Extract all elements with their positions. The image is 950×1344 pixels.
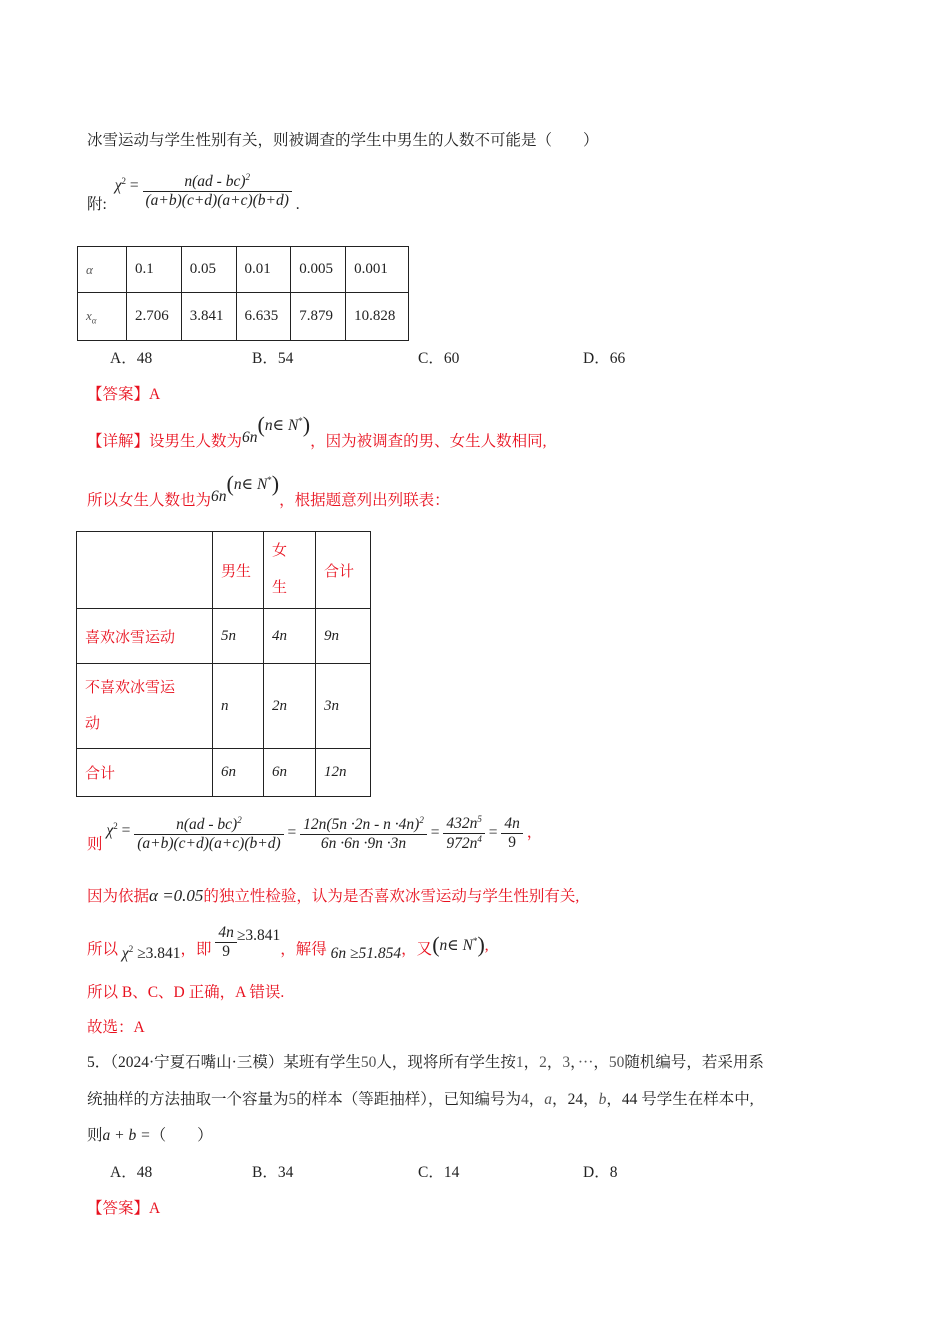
chi-square-numerator: n(ad - bc)$^2$ [143, 172, 292, 192]
reason-line: 因为依据α =0.05的独立性检验，认为是否喜欢冰雪运动与学生性别有关, [87, 886, 580, 905]
inequality-line: 所以 $\chi^2 \ge 3.841$，即 $\frac{4n}{9}$ ≥3.841，解得 6n ≥51.854，又(n∈ N*), [87, 924, 489, 963]
answer-4: 【答案】A [87, 386, 161, 403]
option-b: B．54 [252, 350, 294, 367]
answer-5: 【答案】A [87, 1200, 161, 1217]
x-alpha-header: $x_\alpha$ [78, 293, 127, 341]
q5-option-d: D．8 [583, 1164, 618, 1181]
detail-line-2: 所以女生人数也为6n(n∈ N*)，根据题意列出列联表： [87, 471, 450, 509]
chi-square-calculation: 则 $\chi^2$ = $\frac{n(ad - bc)^2}{(a+b)(c+d)(a+c)(b+d)}$ = $\frac{12n(5n \cdot 2n - n \cdot 4n)^2}{6n \cdot 6n \cdot 9n \cdot 3n}$ = $\frac{432n^5}{972n^4}$ = $\frac{4n}{9}$ ， [87, 814, 543, 854]
alpha-header: α [78, 247, 127, 293]
q5-option-c: C．14 [418, 1164, 460, 1181]
contingency-table: 男生 女 生 合计 喜欢冰雪运动 5n 4n 9n 不喜欢冰雪运 动 n 2n 3n 合计 6n 6n 12n [76, 531, 371, 797]
chi-square-denominator: (a+b)(c+d)(a+c)(b+d) [145, 192, 289, 210]
option-d: D．66 [583, 350, 626, 367]
choose-line: 故选：A [87, 1019, 145, 1036]
question-5-line-2: 统抽样的方法抽取一个容量为5的样本（等距抽样），已知编号为4，a，24，b，44 号学生在样本中, [87, 1091, 754, 1108]
option-c: C．60 [418, 350, 460, 367]
question-5-line-1: 5．（2024·宁夏石嘴山·三模）某班有学生50人，现将所有学生按1，2，3，···，50随机编号，若采用系 [87, 1054, 764, 1071]
q5-option-a: A．48 [110, 1164, 153, 1181]
option-a: A．48 [110, 350, 153, 367]
appendix-formula: 附: $\chi^2$ = $\frac{n(ad - bc)^2}{(a+b)(c+d)(a+c)(b+d)}$ . [87, 172, 300, 213]
q5-option-b: B．34 [252, 1164, 294, 1181]
chi-square-fraction [143, 172, 292, 210]
critical-value-table: α 0.1 0.05 0.01 0.005 0.001 $x_\alpha$ 2.706 3.841 6.635 7.879 10.828 [77, 246, 409, 341]
detail-line-1: 【详解】设男生人数为6n(n∈ N*)，因为被调查的男、女生人数相同, [87, 412, 547, 450]
conclusion-line: 所以 B、C、D 正确，A 错误. [87, 984, 285, 1001]
appendix-label: 附: [87, 195, 107, 213]
question-intro: 冰雪运动与学生性别有关，则被调查的学生中男生的人数不可能是（ ） [87, 132, 599, 149]
question-5-line-3: 则a + b =（ ） [87, 1127, 213, 1144]
chi-symbol: χ [114, 177, 122, 195]
